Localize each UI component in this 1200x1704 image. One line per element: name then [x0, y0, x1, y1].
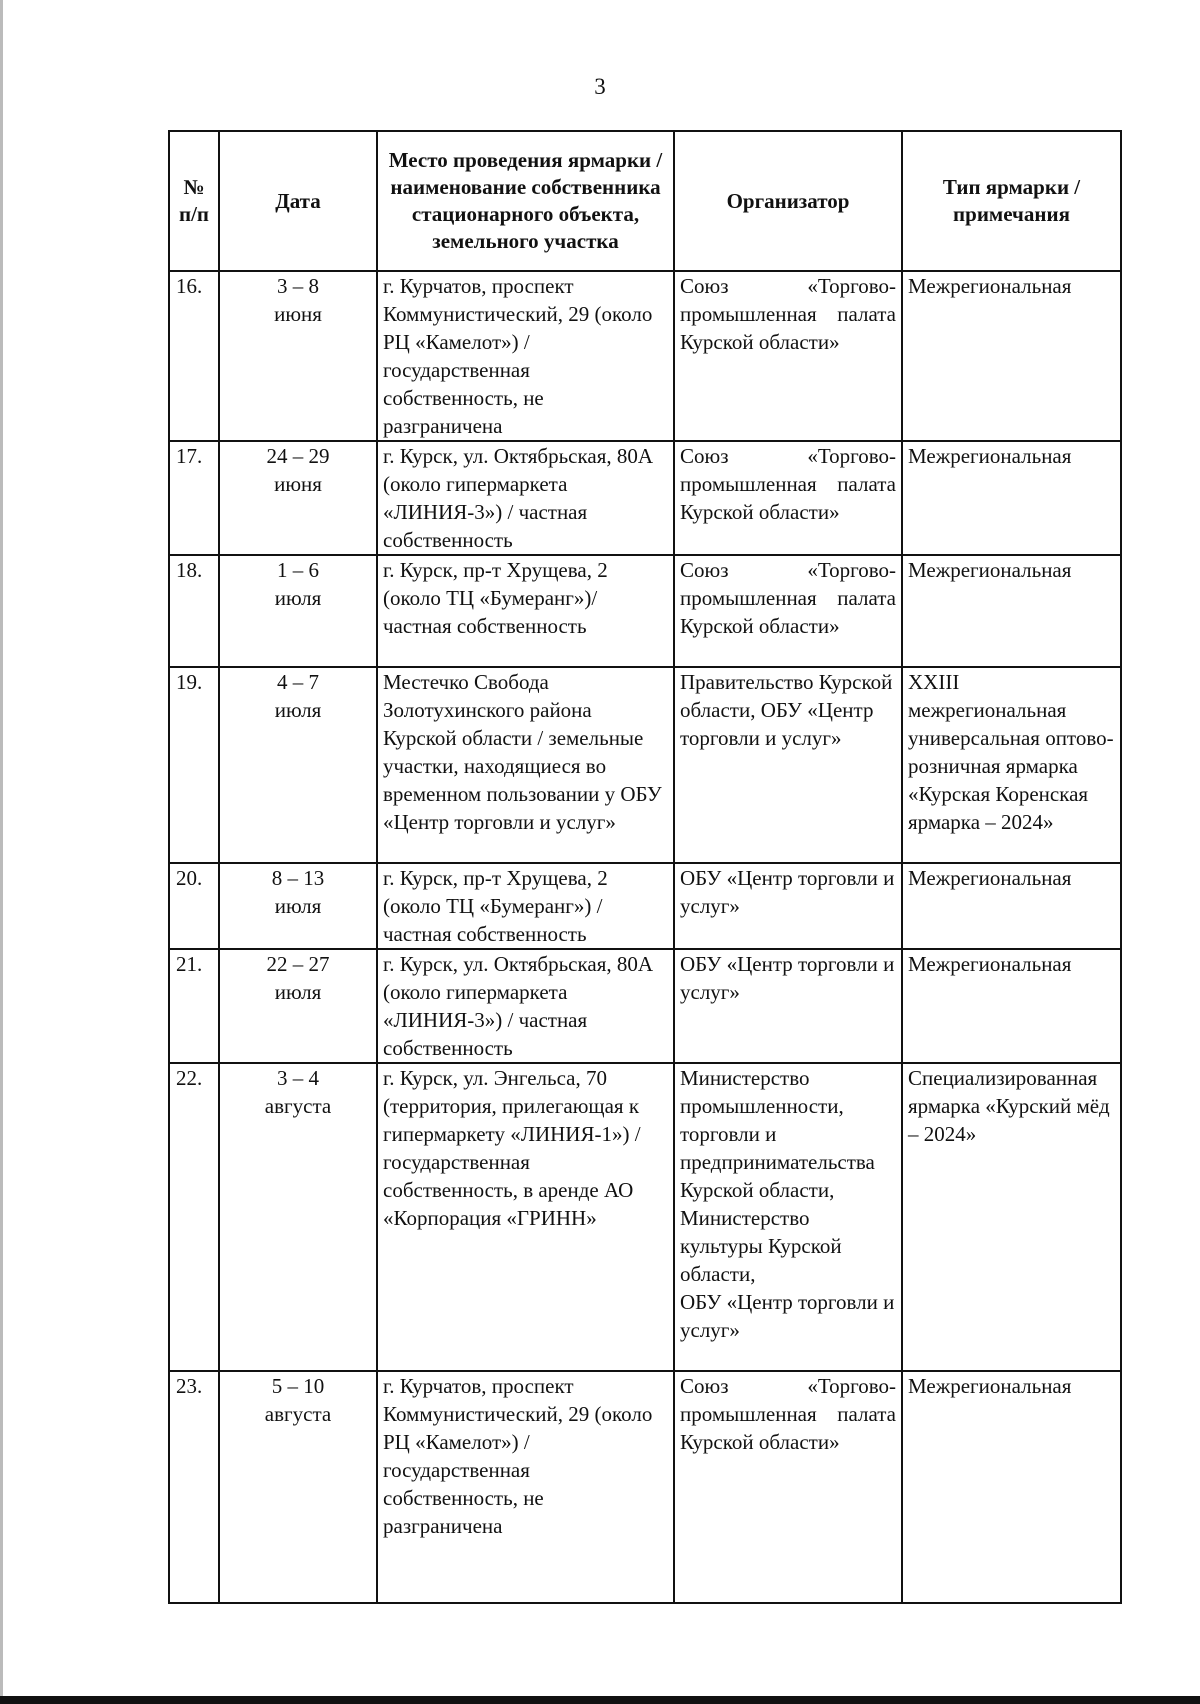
row-date: 3 – 8 июня: [219, 271, 377, 441]
scan-bottom-border: [0, 1696, 1200, 1704]
row-place: г. Курск, пр-т Хрущева, 2 (около ТЦ «Бумеранг»)/ частная собственность: [377, 555, 674, 667]
row-num: 16.: [169, 271, 219, 441]
row-organizer: ОБУ «Центр торговли и услуг»: [674, 949, 902, 1063]
row-date: 3 – 4 августа: [219, 1063, 377, 1371]
header-num: № п/п: [169, 131, 219, 271]
row-organizer: Союз «Торгово-промышленная палата Курской области»: [674, 271, 902, 441]
row-num: 18.: [169, 555, 219, 667]
table-row: [169, 1063, 1121, 1371]
row-num: 17.: [169, 441, 219, 555]
row-num: 22.: [169, 1063, 219, 1371]
row-place: г. Курск, ул. Энгельса, 70 (территория, прилегающая к гипермаркету «ЛИНИЯ-1») / государственная собственность, в аренде АО «Корпорация «ГРИНН»: [377, 1063, 674, 1371]
header-type: Тип ярмарки / примечания: [902, 131, 1121, 271]
row-type: Межрегиональная: [902, 555, 1121, 667]
row-date: 22 – 27 июля: [219, 949, 377, 1063]
row-place: г. Курчатов, проспект Коммунистический, 29 (около РЦ «Камелот») / государственная собственность, не разграничена: [377, 1371, 674, 1603]
row-type: Межрегиональная: [902, 949, 1121, 1063]
table-row: [169, 555, 1121, 667]
row-date: 1 – 6 июля: [219, 555, 377, 667]
row-num: 23.: [169, 1371, 219, 1603]
table-row: [169, 667, 1121, 863]
row-organizer: Союз «Торгово-промышленная палата Курской области»: [674, 1371, 902, 1603]
header-place: Место проведения ярмарки / наименование собственника стационарного объекта, земельного участка: [377, 131, 674, 271]
row-type: Межрегиональная: [902, 271, 1121, 441]
row-date: 5 – 10 августа: [219, 1371, 377, 1603]
row-type: Межрегиональная: [902, 1371, 1121, 1603]
row-date: 24 – 29 июня: [219, 441, 377, 555]
row-place: г. Курск, ул. Октябрьская, 80А (около гипермаркета «ЛИНИЯ-3») / частная собственность: [377, 441, 674, 555]
row-organizer: Правительство Курской области, ОБУ «Центр торговли и услуг»: [674, 667, 902, 863]
row-type: Специализированная ярмарка «Курский мёд – 2024»: [902, 1063, 1121, 1371]
table-row: [169, 863, 1121, 949]
row-organizer: Союз «Торгово-промышленная палата Курской области»: [674, 441, 902, 555]
row-type: Межрегиональная: [902, 863, 1121, 949]
table-row: [169, 271, 1121, 441]
row-organizer: Союз «Торгово-промышленная палата Курской области»: [674, 555, 902, 667]
row-place: Местечко Свобода Золотухинского района Курской области / земельные участки, находящиеся во временном пользовании у ОБУ «Центр торговли и услуг»: [377, 667, 674, 863]
row-type: XXIII межрегиональная универсальная оптово-розничная ярмарка «Курская Коренская ярмарка – 2024»: [902, 667, 1121, 863]
header-organizer: Организатор: [674, 131, 902, 271]
page-number: 3: [594, 74, 606, 99]
row-num: 20.: [169, 863, 219, 949]
row-date: 8 – 13 июля: [219, 863, 377, 949]
row-num: 19.: [169, 667, 219, 863]
scan-edge: [0, 0, 3, 1704]
table-header-row: [169, 131, 1121, 271]
row-organizer: ОБУ «Центр торговли и услуг»: [674, 863, 902, 949]
row-type: Межрегиональная: [902, 441, 1121, 555]
row-place: г. Курск, пр-т Хрущева, 2 (около ТЦ «Бумеранг») / частная собственность: [377, 863, 674, 949]
row-organizer: Министерство промышленности, торговли и предпринимательства Курской области, Министерство культуры Курской области, ОБУ «Центр торговли и услуг»: [674, 1063, 902, 1371]
table-row: [169, 949, 1121, 1063]
row-num: 21.: [169, 949, 219, 1063]
fair-schedule-table: [168, 130, 1122, 1604]
table-row: [169, 1371, 1121, 1603]
header-date: Дата: [219, 131, 377, 271]
row-place: г. Курчатов, проспект Коммунистический, 29 (около РЦ «Камелот») / государственная собственность, не разграничена: [377, 271, 674, 441]
row-date: 4 – 7 июля: [219, 667, 377, 863]
table-row: [169, 441, 1121, 555]
row-place: г. Курск, ул. Октябрьская, 80А (около гипермаркета «ЛИНИЯ-3») / частная собственность: [377, 949, 674, 1063]
